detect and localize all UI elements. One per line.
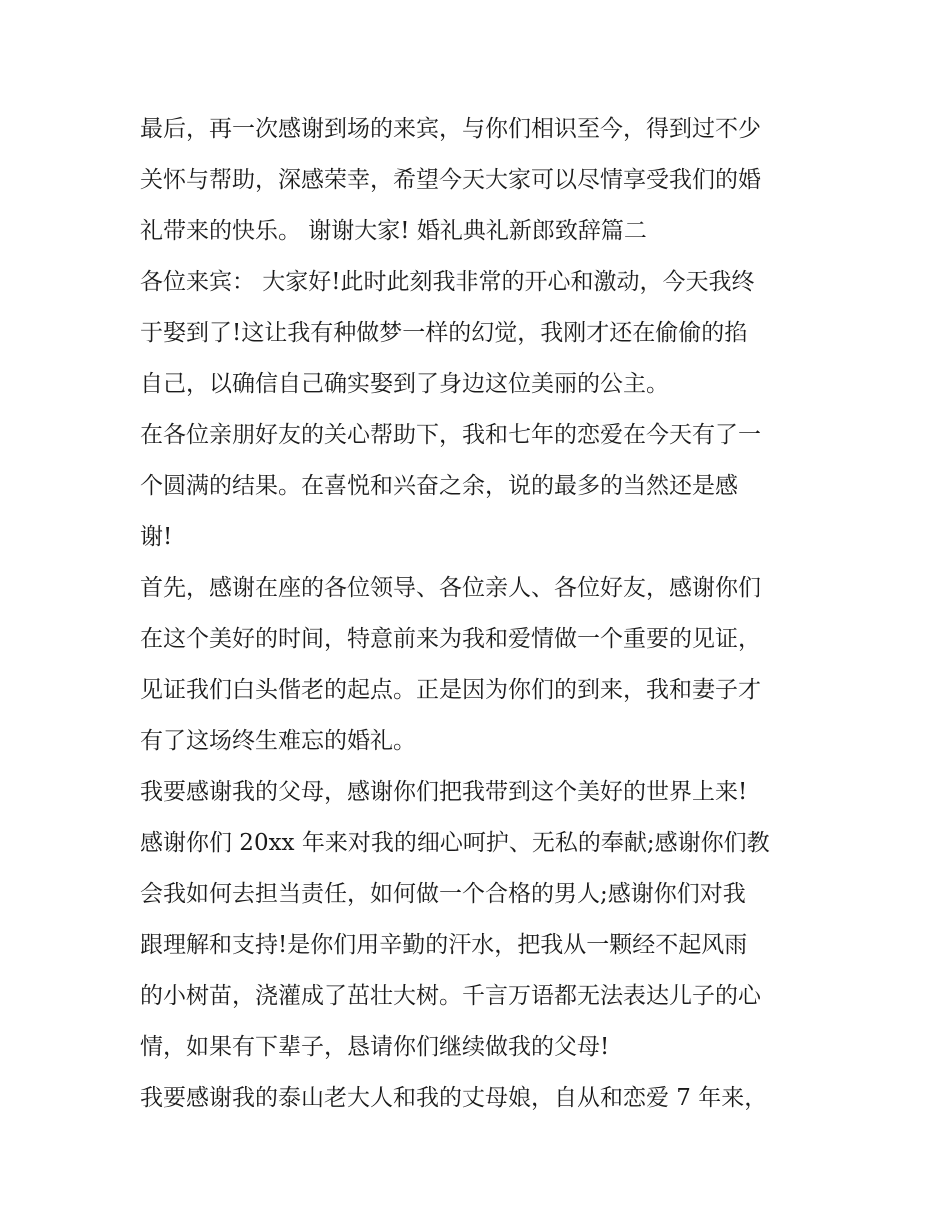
text-line: 跟理解和支持!是你们用辛勤的汗水，把我从一颗经不起风雨: [140, 932, 748, 958]
text-line: 各位来宾： 大家好!此时此刻我非常的开心和激动，今天我终: [140, 269, 755, 295]
text-line: 感谢你们 20xx 年来对我的细心呵护、无私的奉献;感谢你们教: [140, 830, 770, 856]
text-line: 谢!: [140, 524, 173, 550]
text-line: 在各位亲朋好友的关心帮助下，我和七年的恋爱在今天有了一: [140, 422, 761, 448]
text-line: 会我如何去担当责任，如何做一个合格的男人;感谢你们对我: [140, 881, 746, 907]
text-line: 礼带来的快乐。 谢谢大家! 婚礼典礼新郎致辞篇二: [140, 218, 647, 244]
text-line: 于娶到了!这让我有种做梦一样的幻觉，我刚才还在偷偷的掐: [140, 320, 748, 346]
text-line: 自己，以确信自己确实娶到了身边这位美丽的公主。: [140, 371, 669, 397]
text-line: 我要感谢我的泰山老大人和我的丈母娘，自从和恋爱 7 年来，: [140, 1085, 768, 1111]
text-line: 的小树苗，浇灌成了茁壮大树。千言万语都无法表达儿子的心: [140, 983, 761, 1009]
text-line: 最后，再一次感谢到场的来宾，与你们相识至今，得到过不少: [140, 116, 761, 142]
text-line: 在这个美好的时间，特意前来为我和爱情做一个重要的见证，: [140, 626, 761, 652]
text-line: 我要感谢我的父母，感谢你们把我带到这个美好的世界上来!: [140, 779, 748, 805]
text-line: 首先，感谢在座的各位领导、各位亲人、各位好友，感谢你们: [140, 575, 761, 601]
document-body: [140, 104, 820, 1124]
text-line: 见证我们白头偕老的起点。正是因为你们的到来，我和妻子才: [140, 677, 761, 703]
text-line: 关怀与帮助，深感荣幸，希望今天大家可以尽情享受我们的婚: [140, 167, 761, 193]
text-line: 情，如果有下辈子，恳请你们继续做我的父母!: [140, 1034, 610, 1060]
text-line: 有了这场终生难忘的婚礼。: [140, 728, 416, 754]
text-line: 个圆满的结果。在喜悦和兴奋之余，说的最多的当然还是感: [140, 473, 738, 499]
